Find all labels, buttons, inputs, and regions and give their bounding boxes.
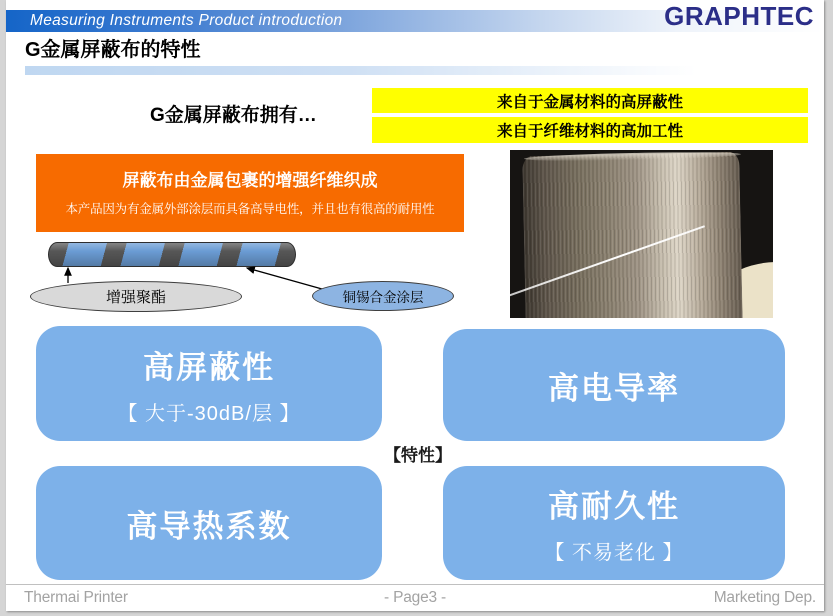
footer-product: Thermai Printer — [24, 589, 128, 606]
page-title: G金属屏蔽布的特性 — [25, 39, 201, 61]
graphtec-logo: GRAPHTEC — [664, 0, 814, 31]
label-coating-text: 铜锡合金涂层 — [342, 290, 424, 305]
spool-cylinder — [522, 152, 743, 318]
info-box-detail: 本产品因为有金属外部涂层而具备高导电性，并且也有很高的耐用性 — [65, 201, 435, 216]
feature-title: 高导热系数 — [126, 508, 292, 544]
footer-department: Marketing Dep. — [713, 589, 816, 606]
label-core — [30, 281, 242, 312]
footer-page-number: - Page3 - — [384, 589, 446, 606]
title-underline — [25, 66, 747, 75]
feature-box-shielding — [36, 326, 382, 441]
slide — [6, 0, 824, 611]
lead-text: G金属屏蔽布拥有… — [150, 105, 317, 126]
feature-subtitle: 【 不易老化 】 — [544, 542, 684, 564]
feature-subtitle: 【 大于-30dB/层 】 — [117, 402, 301, 425]
footer-divider — [6, 584, 824, 585]
feature-title: 高电导率 — [548, 370, 680, 406]
info-box-heading: 屏蔽布由金属包裹的增强纤维织成 — [122, 171, 378, 190]
label-coating — [312, 281, 454, 311]
highlight-processability: 来自于纤维材料的高加工性 — [372, 117, 808, 143]
feature-box-conductivity — [443, 329, 785, 441]
feature-box-durability — [443, 466, 785, 580]
metal-thread-spool-photo — [510, 150, 773, 318]
feature-title: 高耐久性 — [548, 489, 680, 524]
label-core-text: 增强聚酯 — [105, 289, 166, 306]
arrow-to-coating — [247, 268, 322, 289]
highlight-shielding: 来自于金属材料的高屏蔽性 — [372, 88, 808, 113]
feature-title: 高屏蔽性 — [143, 349, 275, 385]
info-box — [36, 154, 464, 232]
features-label: 【特性】 — [384, 446, 452, 465]
header-title: Measuring Instruments Product introduction — [30, 12, 343, 29]
feature-box-thermal — [36, 466, 382, 580]
